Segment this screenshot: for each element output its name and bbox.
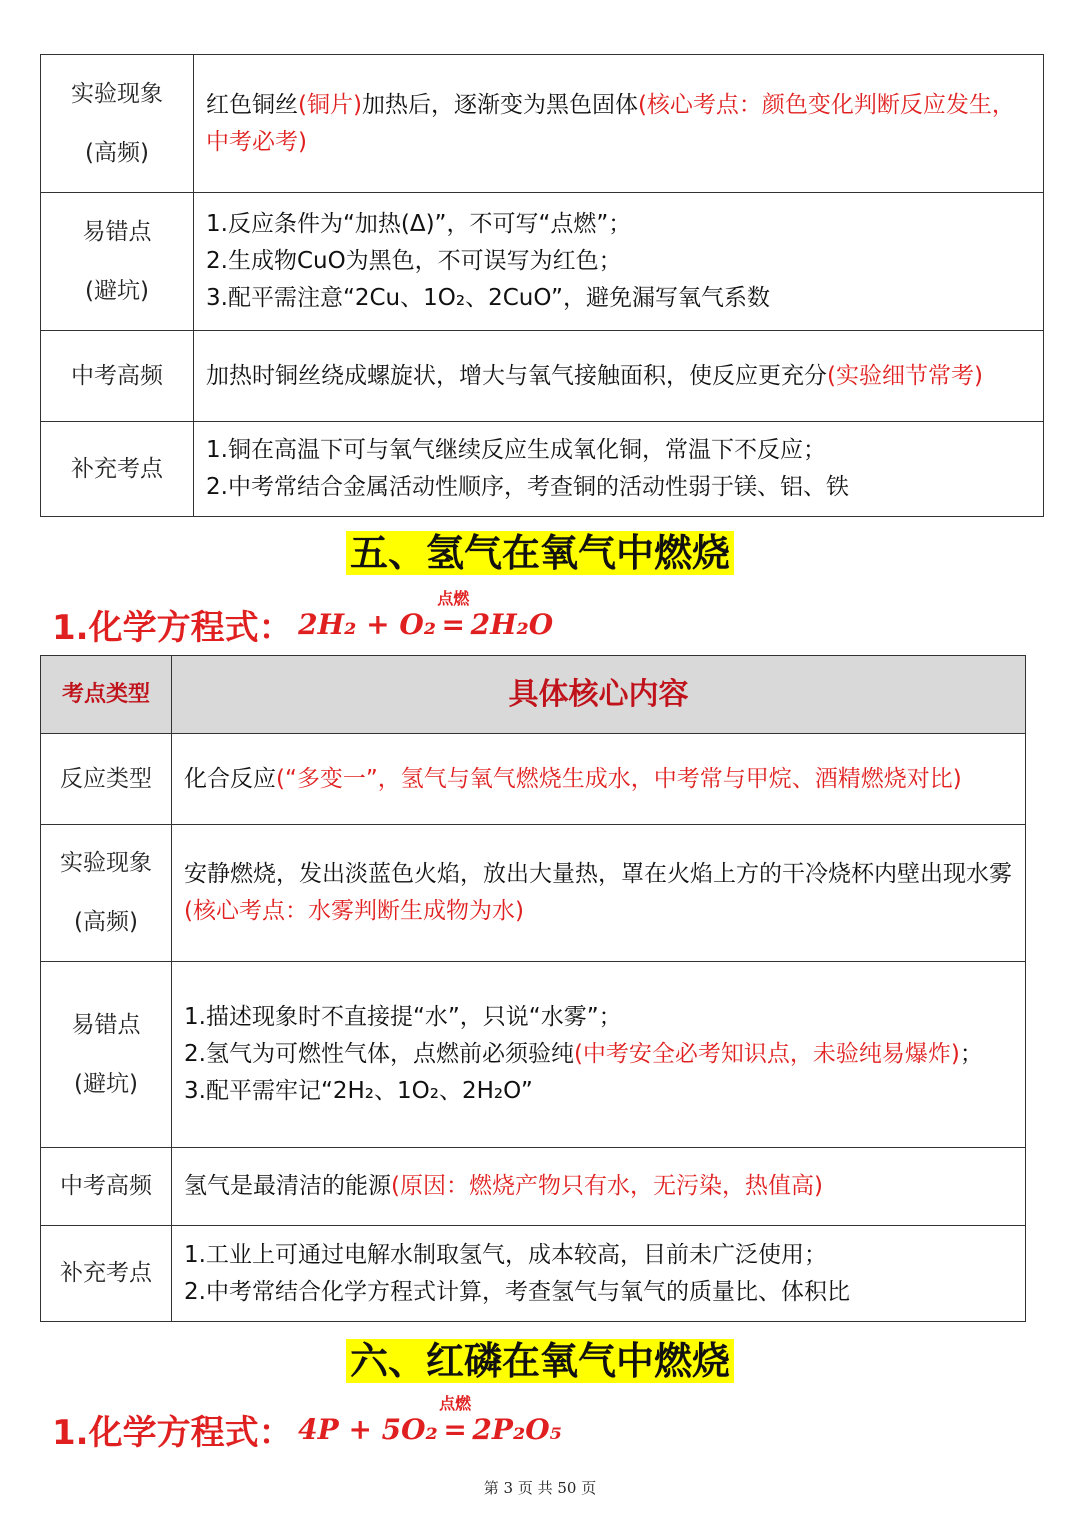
row-label xyxy=(41,193,194,331)
row-label-text: (高频) xyxy=(74,909,138,935)
row-content xyxy=(172,825,1026,962)
table-row xyxy=(41,331,1044,422)
content-line xyxy=(184,1073,1013,1110)
body-text: 2.生成物CuO为黑色，不可误写为红色； xyxy=(206,248,622,275)
table-row xyxy=(41,1148,1026,1226)
row-content xyxy=(194,193,1044,331)
equation-label: 1.化学方程式： xyxy=(52,608,293,648)
page-number: 3 xyxy=(503,1479,514,1497)
note-text: (“多变一”，氢气与氧气燃烧生成水，中考常与甲烷、酒精燃烧对比) xyxy=(276,765,962,792)
header-content: 具体核心内容 xyxy=(172,656,1026,734)
row-label-text: (避坑) xyxy=(74,1070,138,1097)
table-header-row xyxy=(41,656,1026,734)
content-line xyxy=(184,761,1013,798)
equation-hydrogen: 1.化学方程式： 2H₂ + O₂ 点燃 = 2H₂O xyxy=(52,600,553,649)
content-line xyxy=(206,358,1031,395)
body-text: 2.中考常结合化学方程式计算，考查氢气与氧气的质量比、体积比 xyxy=(184,1278,850,1305)
row-label-text: (高频) xyxy=(85,139,149,166)
row-label-text: 中考高频 xyxy=(60,1173,152,1200)
row-label xyxy=(41,422,194,517)
table-row xyxy=(41,962,1026,1148)
content-line xyxy=(184,1274,1013,1311)
row-content xyxy=(172,962,1026,1148)
content-line xyxy=(206,432,1031,469)
body-text: 1.工业上可通过电解水制取氢气，成本较高，目前未广泛使用； xyxy=(184,1241,827,1268)
row-label xyxy=(41,331,194,422)
row-label-text: 反应类型 xyxy=(60,765,152,792)
row-label-text: 补充考点 xyxy=(60,1260,152,1287)
note-text: (实验细节常考) xyxy=(827,362,983,389)
table-row xyxy=(41,825,1026,962)
row-content xyxy=(194,55,1044,193)
row-label-text: 实验现象 xyxy=(60,850,152,877)
table-copper-oxygen xyxy=(40,54,1044,517)
content-line xyxy=(184,1168,1013,1205)
row-label-text: 补充考点 xyxy=(71,455,163,482)
table-row xyxy=(41,422,1044,517)
body-text: 安静燃烧，发出淡蓝色火焰，放出大量热，罩在火焰上方的干冷烧杯内壁出现水雾 xyxy=(184,861,1012,888)
row-label-text: (避坑) xyxy=(85,277,149,304)
content-line xyxy=(206,206,1031,243)
row-content xyxy=(172,1226,1026,1322)
body-text: 2.中考常结合金属活动性顺序，考查铜的活动性弱于镁、铝、铁 xyxy=(206,474,849,500)
body-text: 2.氢气为可燃性气体，点燃前必须验纯 xyxy=(184,1041,574,1068)
content-line xyxy=(206,87,1031,161)
body-text: 3.配平需注意“2Cu、1O₂、2CuO”，避免漏写氧气系数 xyxy=(206,284,770,311)
equation-products: 2H₂O xyxy=(470,608,554,641)
note-text: (铜片) xyxy=(298,91,362,118)
body-text: 化合反应 xyxy=(184,765,276,792)
page-total: 50 xyxy=(557,1479,577,1497)
section-title-phosphorus: 六、红磷在氧气中燃烧 xyxy=(0,1330,1080,1385)
content-line xyxy=(184,1036,1013,1073)
body-text: 1.铜在高温下可与氧气继续反应生成氧化铜，常温下不反应； xyxy=(206,437,826,464)
row-label-text: 易错点 xyxy=(82,218,152,245)
row-content xyxy=(172,1148,1026,1226)
content-line xyxy=(206,280,1031,317)
body-text: 1.描述现象时不直接提“水”，只说“水雾”； xyxy=(184,1004,622,1031)
body-text: 1.反应条件为“加热(Δ)”，不可写“点燃”； xyxy=(206,211,632,238)
note-text: (中考安全必考知识点，未验纯易爆炸) xyxy=(573,1041,960,1068)
row-label xyxy=(41,1226,172,1322)
body-text: 3.配平需牢记“2H₂、1O₂、2H₂O” xyxy=(184,1077,533,1104)
body-text: ； xyxy=(959,1041,983,1068)
content-line xyxy=(206,469,1031,506)
body-text: 加热时铜丝绕成螺旋状，增大与氧气接触面积，使反应更充分 xyxy=(206,362,827,389)
row-label xyxy=(41,55,194,193)
equation-reactants: 4P + 5O₂ xyxy=(298,1413,438,1446)
equation-phosphorus: 1.化学方程式： 4P + 5O₂ 点燃 = 2P₂O₅ xyxy=(52,1405,562,1454)
note-text: (核心考点：颜色变化判断反应发生，中考必考) xyxy=(206,91,1015,155)
row-label xyxy=(41,962,172,1148)
body-text: 氢气是最清洁的能源 xyxy=(184,1173,391,1200)
note-text: (原因：燃烧产物只有水，无污染，热值高) xyxy=(391,1173,823,1200)
table-hydrogen-oxygen xyxy=(40,655,1026,1322)
equation-condition: 点燃 xyxy=(437,589,470,608)
content-line xyxy=(206,243,1031,280)
table-row xyxy=(41,734,1026,825)
content-line xyxy=(184,856,1013,930)
section-title-hydrogen: 五、氢气在氧气中燃烧 xyxy=(0,522,1080,577)
page-footer: 第 3 页 共 50 页 xyxy=(483,1479,597,1497)
table-row xyxy=(41,55,1044,193)
row-label-text: 实验现象 xyxy=(71,80,163,107)
row-content xyxy=(194,331,1044,422)
row-label xyxy=(41,1148,172,1226)
equation-reactants: 2H₂ + O₂ xyxy=(298,608,436,641)
row-label xyxy=(41,734,172,825)
body-text: 加热后，逐渐变为黑色固体 xyxy=(361,91,638,118)
row-label-text: 易错点 xyxy=(71,1011,141,1038)
content-line xyxy=(184,999,1013,1036)
row-label xyxy=(41,825,172,962)
table-row xyxy=(41,193,1044,331)
table-row xyxy=(41,1226,1026,1322)
row-content xyxy=(194,422,1044,517)
note-text: (核心考点：水雾判断生成物为水) xyxy=(184,898,524,924)
row-content xyxy=(172,734,1026,825)
equation-condition: 点燃 xyxy=(439,1394,472,1413)
row-label-text: 中考高频 xyxy=(71,362,163,389)
content-line xyxy=(184,1237,1013,1274)
header-type: 考点类型 xyxy=(41,656,172,734)
equation-label: 1.化学方程式： xyxy=(52,1413,293,1453)
body-text: 红色铜丝 xyxy=(206,91,298,118)
equation-products: 2P₂O₅ xyxy=(472,1413,562,1446)
